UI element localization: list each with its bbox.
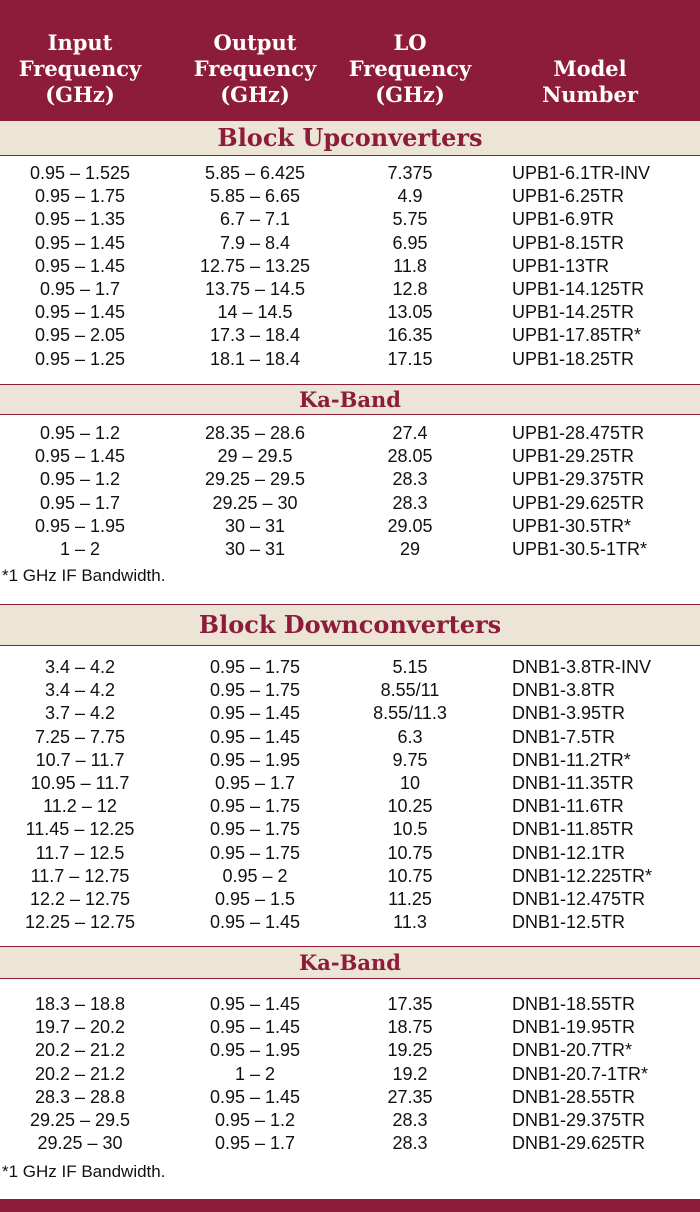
output-frequency-cell: 1 – 2 [234, 1063, 276, 1084]
table-row [0, 162, 700, 185]
input-frequency-cell: 0.95 – 2.05 [34, 325, 126, 346]
lo-frequency-cell: 10.75 [387, 865, 433, 886]
output-frequency-cell: 0.95 – 1.75 [209, 680, 301, 701]
table-row [0, 468, 700, 491]
output-frequency-cell: 0.95 – 1.7 [214, 1133, 296, 1154]
input-frequency-cell: 10.7 – 11.7 [35, 749, 125, 770]
model-number-cell: UPB1-17.85TR* [512, 325, 642, 346]
input-frequency-cell: 11.2 – 12 [43, 796, 117, 817]
output-frequency-cell: 29.25 – 29.5 [204, 469, 306, 490]
table-row [0, 772, 700, 795]
table-row [0, 538, 700, 561]
model-number-cell: UPB1-6.25TR [512, 186, 625, 207]
input-frequency-cell: 29.25 – 30 [37, 1133, 123, 1154]
input-frequency-cell: 19.7 – 20.2 [34, 1017, 126, 1038]
output-frequency-cell: 0.95 – 1.95 [209, 749, 301, 770]
model-number-cell: UPB1-29.25TR [512, 446, 635, 467]
output-frequency-cell: 0.95 – 1.45 [209, 1017, 301, 1038]
lo-frequency-cell: 7.375 [387, 163, 433, 183]
header-output-frequency: Output Frequency (GHz) [193, 30, 317, 107]
table-row [0, 656, 700, 679]
model-number-cell: DNB1-28.55TR [512, 1086, 636, 1107]
lo-frequency-cell: 29.05 [387, 515, 433, 536]
input-frequency-cell: 20.2 – 21.2 [34, 1063, 126, 1084]
lo-frequency-cell: 10.75 [387, 842, 433, 863]
rows-block-upconverters [0, 162, 700, 371]
input-frequency-cell: 3.4 – 4.2 [44, 657, 116, 677]
lo-frequency-cell: 11.3 [393, 912, 427, 933]
table-row [0, 888, 700, 911]
table-row [0, 445, 700, 468]
lo-frequency-cell: 6.95 [392, 232, 428, 253]
output-frequency-cell: 0.95 – 1.95 [209, 1040, 301, 1061]
model-number-cell: UPB1-8.15TR [512, 232, 625, 253]
model-number-cell: DNB1-20.7-1TR* [512, 1063, 649, 1084]
model-number-cell: DNB1-12.1TR [512, 842, 626, 863]
output-frequency-cell: 0.95 – 1.75 [209, 842, 301, 863]
input-frequency-cell: 0.95 – 1.95 [34, 515, 126, 536]
input-frequency-cell: 0.95 – 1.45 [34, 302, 126, 323]
table-row [0, 911, 700, 934]
lo-frequency-cell: 28.05 [387, 446, 433, 467]
lo-frequency-cell: 16.35 [387, 325, 433, 346]
lo-frequency-cell: 12.8 [392, 278, 428, 299]
lo-frequency-cell: 27.4 [392, 423, 428, 443]
model-number-cell: DNB1-12.475TR [512, 888, 646, 909]
table-row [0, 278, 700, 301]
lo-frequency-cell: 5.15 [392, 657, 428, 677]
output-frequency-cell: 5.85 – 6.425 [204, 163, 306, 183]
footnote-down: *1 GHz IF Bandwidth. [2, 1162, 166, 1181]
header-lo-frequency: LO Frequency (GHz) [348, 30, 472, 107]
lo-frequency-cell: 17.15 [387, 348, 433, 369]
lo-frequency-cell: 28.3 [392, 1109, 428, 1130]
lo-frequency-cell: 10.5 [392, 819, 428, 840]
model-number-cell: DNB1-12.225TR* [512, 865, 653, 886]
table-row [0, 679, 700, 702]
model-number-cell: DNB1-19.95TR [512, 1017, 636, 1038]
input-frequency-cell: 0.95 – 1.45 [34, 446, 126, 467]
table-row [0, 865, 700, 888]
lo-frequency-cell: 10 [399, 772, 421, 793]
table-row [0, 232, 700, 255]
input-frequency-cell: 0.95 – 1.45 [34, 232, 126, 253]
table-row [0, 515, 700, 538]
output-frequency-cell: 0.95 – 1.75 [209, 796, 301, 817]
header-input-frequency: Input Frequency (GHz) [18, 30, 142, 107]
lo-frequency-cell: 4.9 [397, 186, 423, 207]
table-row [0, 726, 700, 749]
lo-frequency-cell: 17.35 [387, 994, 433, 1014]
lo-frequency-cell: 13.05 [387, 302, 433, 323]
table-row [0, 702, 700, 725]
input-frequency-cell: 12.25 – 12.75 [24, 912, 136, 933]
model-number-cell: DNB1-11.2TR* [512, 749, 631, 770]
model-number-cell: UPB1-30.5TR* [512, 515, 632, 536]
model-number-cell: UPB1-29.375TR [512, 469, 645, 490]
output-frequency-cell: 0.95 – 1.45 [209, 912, 301, 933]
table-row [0, 1063, 700, 1086]
output-frequency-cell: 29 – 29.5 [217, 446, 293, 467]
input-frequency-cell: 10.95 – 11.7 [30, 772, 130, 793]
lo-frequency-cell: 11.25 [388, 888, 432, 909]
input-frequency-cell: 12.2 – 12.75 [29, 888, 131, 909]
table-row [0, 993, 700, 1016]
table-row [0, 208, 700, 231]
table-row [0, 1016, 700, 1039]
lo-frequency-cell: 11.8 [393, 255, 427, 276]
output-frequency-cell: 18.1 – 18.4 [209, 348, 301, 369]
lo-frequency-cell: 19.2 [392, 1063, 428, 1084]
table-row [0, 842, 700, 865]
model-number-cell: DNB1-29.625TR [512, 1133, 646, 1154]
input-frequency-cell: 0.95 – 1.35 [34, 209, 126, 230]
output-frequency-cell: 14 – 14.5 [217, 302, 293, 323]
input-frequency-cell: 0.95 – 1.2 [39, 469, 121, 490]
input-frequency-cell: 7.25 – 7.75 [34, 726, 126, 747]
input-frequency-cell: 11.7 – 12.75 [30, 865, 130, 886]
input-frequency-cell: 11.7 – 12.5 [35, 842, 125, 863]
output-frequency-cell: 13.75 – 14.5 [204, 278, 306, 299]
lo-frequency-cell: 27.35 [387, 1086, 433, 1107]
output-frequency-cell: 12.75 – 13.25 [199, 255, 311, 276]
rows-ka-band-up [0, 422, 700, 561]
lo-frequency-cell: 6.3 [397, 726, 423, 747]
lo-frequency-cell: 28.3 [392, 469, 428, 490]
output-frequency-cell: 0.95 – 1.45 [209, 994, 301, 1014]
table-row [0, 1086, 700, 1109]
model-number-cell: UPB1-29.625TR [512, 492, 645, 513]
header-model-number: Model Number [542, 56, 638, 107]
model-number-cell: DNB1-29.375TR [512, 1109, 646, 1130]
rows-block-downconverters [0, 656, 700, 934]
section-title-block-downconverters: Block Downconverters [198, 610, 502, 639]
output-frequency-cell: 0.95 – 2 [222, 865, 288, 886]
model-number-cell: UPB1-28.475TR [512, 423, 645, 443]
input-frequency-cell: 11.45 – 12.25 [25, 819, 135, 840]
table-row [0, 422, 700, 445]
output-frequency-cell: 29.25 – 30 [212, 492, 298, 513]
output-frequency-cell: 0.95 – 1.5 [214, 888, 296, 909]
model-number-cell: DNB1-11.6TR [512, 796, 624, 817]
output-frequency-cell: 0.95 – 1.75 [209, 657, 301, 677]
output-frequency-cell: 0.95 – 1.2 [214, 1109, 296, 1130]
output-frequency-cell: 17.3 – 18.4 [209, 325, 301, 346]
model-number-cell: DNB1-3.8TR-INV [512, 657, 652, 677]
model-number-cell: UPB1-14.125TR [512, 278, 645, 299]
lo-frequency-cell: 5.75 [392, 209, 428, 230]
lo-frequency-cell: 8.55/11 [380, 680, 440, 701]
model-number-cell: DNB1-20.7TR* [512, 1040, 633, 1061]
input-frequency-cell: 0.95 – 1.525 [29, 163, 131, 183]
model-number-cell: DNB1-18.55TR [512, 994, 636, 1014]
input-frequency-cell: 1 – 2 [59, 538, 101, 559]
output-frequency-cell: 30 – 31 [224, 515, 286, 536]
table-row [0, 749, 700, 772]
model-number-cell: DNB1-12.5TR [512, 912, 626, 933]
input-frequency-cell: 0.95 – 1.7 [39, 278, 121, 299]
model-number-cell: DNB1-11.35TR [512, 772, 634, 793]
rows-ka-band-down [0, 993, 700, 1155]
model-number-cell: UPB1-6.1TR-INV [512, 163, 651, 183]
model-number-cell: UPB1-13TR [512, 255, 610, 276]
input-frequency-cell: 0.95 – 1.25 [34, 348, 126, 369]
lo-frequency-cell: 8.55/11.3 [373, 703, 447, 724]
input-frequency-cell: 0.95 – 1.75 [34, 186, 126, 207]
table-row [0, 1132, 700, 1155]
model-number-cell: UPB1-14.25TR [512, 302, 635, 323]
table-row [0, 795, 700, 818]
table-row [0, 818, 700, 841]
lo-frequency-cell: 19.25 [387, 1040, 433, 1061]
table-row [0, 1109, 700, 1132]
lo-frequency-cell: 28.3 [392, 492, 428, 513]
output-frequency-cell: 0.95 – 1.75 [209, 819, 301, 840]
output-frequency-cell: 0.95 – 1.45 [209, 726, 301, 747]
model-number-cell: DNB1-3.95TR [512, 703, 626, 724]
input-frequency-cell: 3.7 – 4.2 [44, 703, 116, 724]
input-frequency-cell: 18.3 – 18.8 [34, 994, 126, 1014]
section-title-ka-band-up: Ka-Band [299, 387, 401, 412]
output-frequency-cell: 0.95 – 1.7 [214, 772, 296, 793]
lo-frequency-cell: 18.75 [387, 1017, 433, 1038]
model-number-cell: DNB1-11.85TR [512, 819, 634, 840]
table-row [0, 301, 700, 324]
model-number-cell: UPB1-6.9TR [512, 209, 615, 230]
table-row [0, 492, 700, 515]
lo-frequency-cell: 28.3 [392, 1133, 428, 1154]
input-frequency-cell: 28.3 – 28.8 [34, 1086, 126, 1107]
input-frequency-cell: 0.95 – 1.45 [34, 255, 126, 276]
table-row [0, 348, 700, 371]
lo-frequency-cell: 10.25 [387, 796, 433, 817]
table-row [0, 185, 700, 208]
table-row [0, 324, 700, 347]
model-number-cell: DNB1-7.5TR [512, 726, 616, 747]
table-row [0, 255, 700, 278]
bottom-bar [0, 1199, 700, 1212]
output-frequency-cell: 30 – 31 [224, 538, 286, 559]
section-title-ka-band-down: Ka-Band [299, 950, 401, 975]
footnote-up: *1 GHz IF Bandwidth. [2, 566, 166, 585]
input-frequency-cell: 0.95 – 1.2 [39, 423, 121, 443]
output-frequency-cell: 28.35 – 28.6 [204, 423, 306, 443]
table-row [0, 1039, 700, 1062]
input-frequency-cell: 29.25 – 29.5 [29, 1109, 131, 1130]
model-number-cell: DNB1-3.8TR [512, 680, 616, 701]
model-number-cell: UPB1-18.25TR [512, 348, 635, 369]
input-frequency-cell: 0.95 – 1.7 [39, 492, 121, 513]
lo-frequency-cell: 29 [399, 538, 421, 559]
model-number-cell: UPB1-30.5-1TR* [512, 538, 648, 559]
table-header [0, 0, 700, 120]
lo-frequency-cell: 9.75 [392, 749, 428, 770]
output-frequency-cell: 7.9 – 8.4 [219, 232, 291, 253]
output-frequency-cell: 6.7 – 7.1 [219, 209, 291, 230]
input-frequency-cell: 20.2 – 21.2 [34, 1040, 126, 1061]
output-frequency-cell: 5.85 – 6.65 [209, 186, 301, 207]
section-title-block-upconverters: Block Upconverters [217, 123, 483, 152]
output-frequency-cell: 0.95 – 1.45 [209, 1086, 301, 1107]
output-frequency-cell: 0.95 – 1.45 [209, 703, 301, 724]
input-frequency-cell: 3.4 – 4.2 [44, 680, 116, 701]
